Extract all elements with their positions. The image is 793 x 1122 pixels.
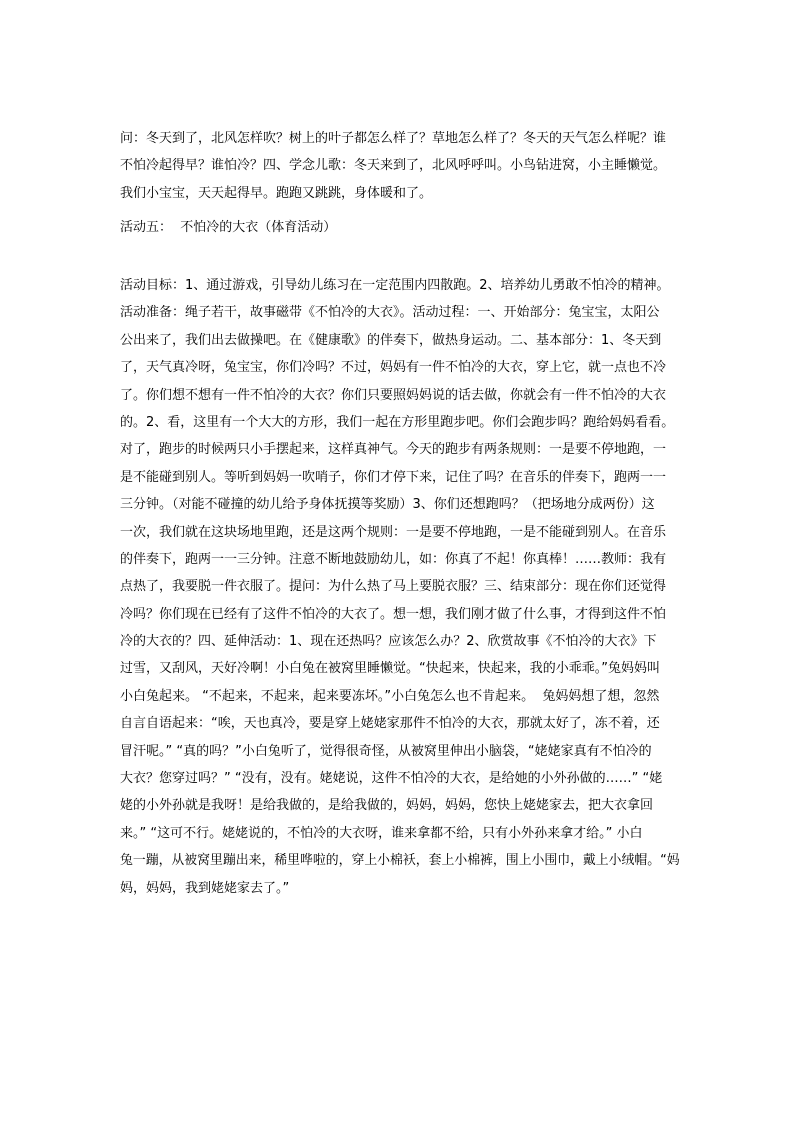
text-line: 冒汗呢。” “真的吗？”小白兔听了，觉得很奇怪，从被窝里伸出小脑袋，“姥姥家真有不怕冷的 bbox=[120, 743, 652, 759]
text-line: 的。2、看，这里有一个大大的方形，我们一起在方形里跑步吧。你们会跑步吗？跑给妈妈看看。 bbox=[120, 414, 675, 430]
text-line: 不怕冷起得早？谁怕冷？四、学念儿歌：冬天来到了，北风呼呼叫。小鸟钻进窝，小主睡懒觉。 bbox=[120, 158, 667, 174]
text-line: 冷的大衣的？四、延伸活动：1、现在还热吗？应该怎么办？2、欣赏故事《不怕冷的大衣》下 bbox=[120, 634, 657, 650]
text-line: 问：冬天到了，北风怎样吹？树上的叶子都怎么样了？草地怎么样了？冬天的天气怎么样呢？谁 bbox=[120, 131, 667, 146]
text-line: 活动准备：绳子若干，故事磁带《不怕冷的大衣》。活动过程：一、开始部分：兔宝宝，太阳公 bbox=[120, 305, 660, 321]
text-line: 妈，妈妈，我到姥姥家去了。” bbox=[120, 880, 290, 896]
text-line: 了，天气真冷呀，兔宝宝，你们冷吗？不过，妈妈有一件不怕冷的大衣，穿上它，就一点也不冷 bbox=[120, 360, 667, 376]
text-line: 姥的小外孙就是我呀！是给我做的，是给我做的，妈妈，妈妈，您快上姥姥家去，把大衣拿回 bbox=[120, 798, 654, 814]
text-line: 三分钟。（对能不碰撞的幼儿给予身体抚摸等奖励）3、你们还想跑吗？（把场地分成两份）这 bbox=[120, 497, 655, 513]
text-line: 冷吗？你们现在已经有了这件不怕冷的大衣了。想一想，我们刚才做了什么事，才得到这件不怕 bbox=[120, 606, 667, 622]
heading-text: 活动五： 不怕冷的大衣（体育活动） bbox=[120, 220, 337, 235]
text-line: 的伴奏下，跑两一一三分钟。注意不断地鼓励幼儿，如：你真了不起！你真棒！……教师：我有 bbox=[120, 551, 667, 567]
text-line: 自言自语起来：“唉，天也真冷，要是穿上姥姥家那件不怕冷的大衣，那就太好了，冻不着，还 bbox=[120, 716, 660, 732]
text-line: 大衣？您穿过吗？” “没有，没有。姥姥说，这件不怕冷的大衣，是给她的小外孙做的……” “姥 bbox=[120, 771, 663, 787]
text-line: 对了，跑步的时候两只小手摆起来，这样真神气。今天的跑步有两条规则：一是要不停地跑，一 bbox=[120, 442, 667, 458]
text-line: 过雪，又刮风，天好冷啊！小白兔在被窝里睡懒觉。“快起来，快起来，我的小乖乖。”兔妈妈叫 bbox=[120, 661, 660, 677]
text-line: 公出来了，我们出去做操吧。在《健康歌》的伴奏下，做热身运动。二、基本部分：1、冬天到 bbox=[120, 332, 662, 348]
text-line: 点热了，我要脱一件衣服了。提问：为什么热了马上要脱衣服？三、结束部分：现在你们还觉得 bbox=[120, 579, 667, 595]
paragraph-activity-five bbox=[120, 272, 680, 902]
paragraph-winter-questions bbox=[120, 125, 680, 207]
text-line: 兔一蹦，从被窝里蹦出来，稀里哗啦的，穿上小棉袄，套上小棉裤，围上小围巾，戴上小绒帽。“妈 bbox=[120, 853, 680, 869]
text-line: 一次，我们就在这块场地里跑，还是这两个规则：一是要不停地跑，一是不能碰到别人。在音乐 bbox=[120, 524, 667, 540]
text-line: 了。你们想不想有一件不怕冷的大衣？你们只要照妈妈说的话去做，你就会有一件不怕冷的大衣 bbox=[120, 387, 667, 403]
section-heading bbox=[120, 214, 680, 241]
text-line: 小白兔起来。 “不起来，不起来，起来要冻坏。”小白兔怎么也不肯起来。 兔妈妈想了想，忽然 bbox=[120, 688, 660, 704]
text-line: 活动目标：1、通过游戏，引导幼儿练习在一定范围内四散跑。2、培养幼儿勇敢不怕冷的精神。 bbox=[120, 278, 670, 293]
text-line: 来。” “这可不行。姥姥说的，不怕冷的大衣呀，谁来拿都不给，只有小外孙来拿才给。” 小白 bbox=[120, 825, 643, 841]
text-line: 是不能碰到别人。等听到妈妈一吹哨子，你们才停下来，记住了吗？在音乐的伴奏下，跑两一一 bbox=[120, 469, 667, 485]
text-line: 我们小宝宝，天天起得早。跑跑又跳跳，身体暖和了。 bbox=[120, 185, 433, 201]
